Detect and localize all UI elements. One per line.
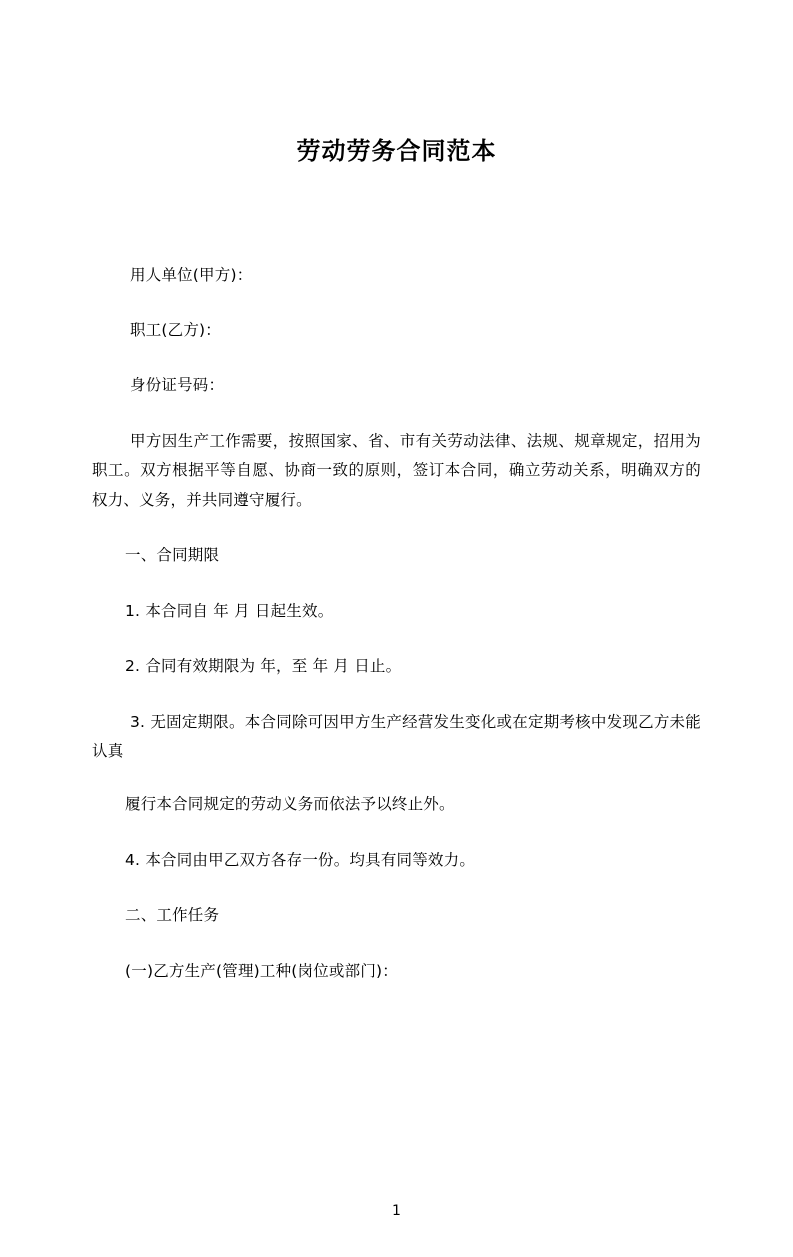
page-number: 1 <box>392 1203 401 1219</box>
section-heading-work-duties: 二、工作任务 <box>125 906 220 925</box>
clause-job-type: (一)乙方生产(管理)工种(岗位或部门)： <box>125 961 398 980</box>
clause-open-ended-term: 3. 无固定期限。本合同除可因甲方生产经营发生变化或在定期考核中发现乙方未能认真 <box>92 712 701 760</box>
page-title: 劳动劳务合同范本 <box>296 137 497 165</box>
document-page <box>0 135 793 1257</box>
section-heading-contract-term: 一、合同期限 <box>125 546 220 565</box>
clause-contract-start: 1. 本合同自 年 月 日起生效。 <box>125 601 334 620</box>
clause-contract-duration: 2. 合同有效期限为 年，至 年 月 日止。 <box>125 657 402 676</box>
paragraph-employee: 职工(乙方)： <box>130 321 221 340</box>
paragraph-employer: 用人单位(甲方)： <box>130 265 253 284</box>
document-body <box>92 261 701 987</box>
clause-copies: 4. 本合同由甲乙双方各存一份。均具有同等效力。 <box>125 850 476 869</box>
paragraph-id-number: 身份证号码： <box>130 376 225 395</box>
paragraph-preamble: 甲方因生产工作需要，按照国家、省、市有关劳动法律、法规、规章规定，招用为职工。双方根据平等自愿、协商一致的原则，签订本合同，确立劳动关系，明确双方的权力、义务，并共同遵守履行。 <box>92 431 701 509</box>
clause-open-ended-term-continued: 履行本合同规定的劳动义务而依法予以终止外。 <box>125 795 455 814</box>
